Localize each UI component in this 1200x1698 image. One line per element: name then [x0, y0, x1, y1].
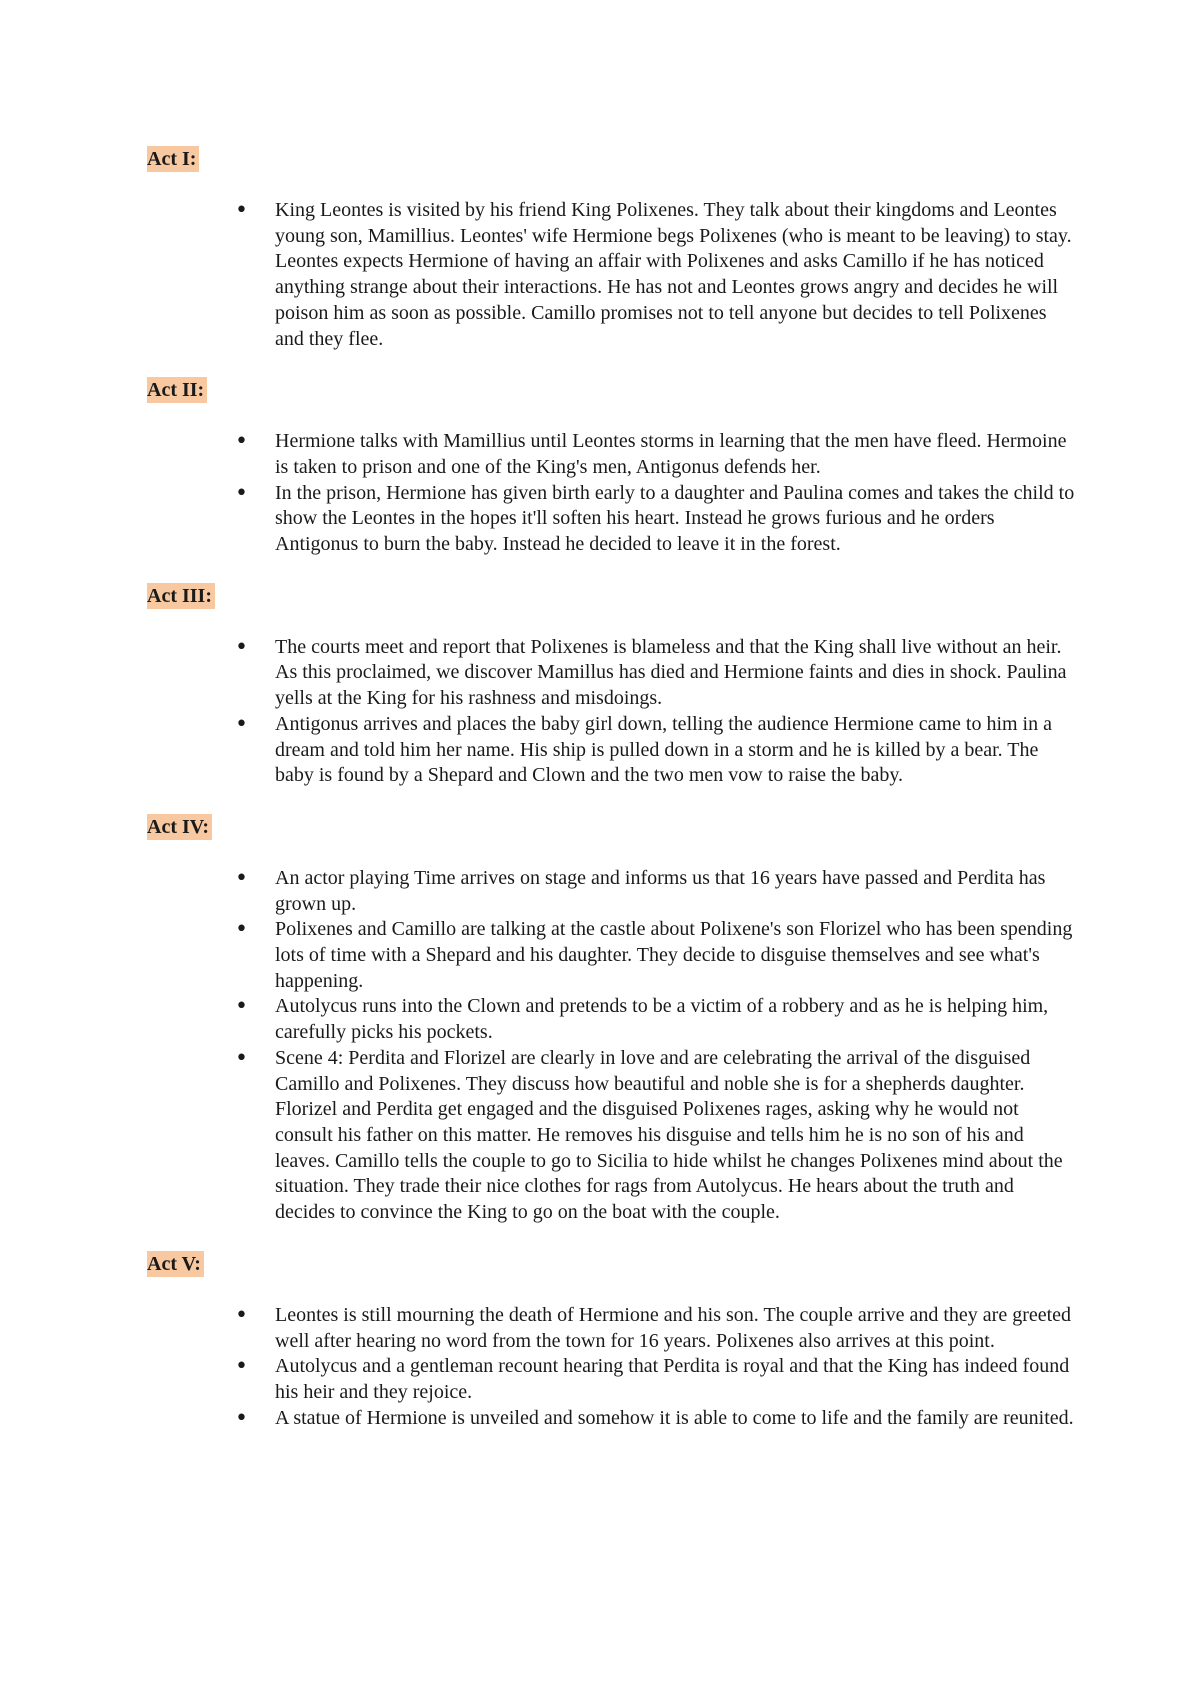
document-body	[147, 146, 1077, 1456]
list-item: • An actor playing Time arrives on stage and informs us that 16 years have passed and Perdita has grown up.	[147, 866, 1077, 917]
act-2-heading: Act II:	[147, 377, 207, 403]
act-4-list	[147, 866, 1077, 1226]
list-item: • In the prison, Hermione has given birth early to a daughter and Paulina comes and takes the child to show the Leontes in the hopes it'll soften his heart. Instead he grows furious and he orders Antigonus to burn the baby. Instead he decided to leave it in the forest.	[147, 481, 1077, 558]
list-item: • Autolycus runs into the Clown and pretends to be a victim of a robbery and as he is helping him, carefully picks his pockets.	[147, 994, 1077, 1045]
act-3-list	[147, 635, 1077, 789]
act-1-list	[147, 198, 1077, 352]
list-item: • The courts meet and report that Polixenes is blameless and that the King shall live without an heir. As this proclaimed, we discover Mamillus has died and Hermione faints and dies in shock. Paulina yells at the King for his rashness and misdoings.	[147, 635, 1077, 712]
list-item: • Leontes is still mourning the death of Hermione and his son. The couple arrive and they are greeted well after hearing no word from the town for 16 years. Polixenes also arrives at this point.	[147, 1303, 1077, 1354]
act-4-heading: Act IV:	[147, 814, 212, 840]
act-4-section	[147, 814, 1077, 1226]
act-2-section	[147, 377, 1077, 558]
act-5-list	[147, 1303, 1077, 1432]
act-3-section	[147, 583, 1077, 789]
act-5-heading: Act V:	[147, 1251, 204, 1277]
act-5-section	[147, 1251, 1077, 1432]
act-1-section	[147, 146, 1077, 352]
list-item: • Polixenes and Camillo are talking at the castle about Polixene's son Florizel who has been spending lots of time with a Shepard and his daughter. They decide to disguise themselves and see what's happening.	[147, 917, 1077, 994]
act-1-heading: Act I:	[147, 146, 199, 172]
act-3-heading: Act III:	[147, 583, 215, 609]
list-item: • Autolycus and a gentleman recount hearing that Perdita is royal and that the King has indeed found his heir and they rejoice.	[147, 1354, 1077, 1405]
list-item: • Hermione talks with Mamillius until Leontes storms in learning that the men have fleed. Hermoine is taken to prison and one of the King's men, Antigonus defends her.	[147, 429, 1077, 480]
list-item: • Antigonus arrives and places the baby girl down, telling the audience Hermione came to him in a dream and told him her name. His ship is pulled down in a storm and he is killed by a bear. The baby is found by a Shepard and Clown and the two men vow to raise the baby.	[147, 712, 1077, 789]
list-item: • King Leontes is visited by his friend King Polixenes. They talk about their kingdoms and Leontes young son, Mamillius. Leontes' wife Hermione begs Polixenes (who is meant to be leaving) to stay. Leontes expects Hermione of having an affair with Polixenes and asks Camillo if he has noticed anything strange about their interactions. He has not and Leontes grows angry and decides he will poison him as soon as possible. Camillo promises not to tell anyone but decides to tell Polixenes and they flee.	[147, 198, 1077, 352]
list-item: • A statue of Hermione is unveiled and somehow it is able to come to life and the family are reunited.	[147, 1406, 1077, 1432]
act-2-list	[147, 429, 1077, 558]
list-item: • Scene 4: Perdita and Florizel are clearly in love and are celebrating the arrival of the disguised Camillo and Polixenes. They discuss how beautiful and noble she is for a shepherds daughter. Florizel and Perdita get engaged and the disguised Polixenes rages, asking why he would not consult his father on this matter. He removes his disguise and tells him he is no son of his and leaves. Camillo tells the couple to go to Sicilia to hide whilst he changes Polixenes mind about the situation. They trade their nice clothes for rags from Autolycus. He hears about the truth and decides to convince the King to go on the boat with the couple.	[147, 1046, 1077, 1226]
